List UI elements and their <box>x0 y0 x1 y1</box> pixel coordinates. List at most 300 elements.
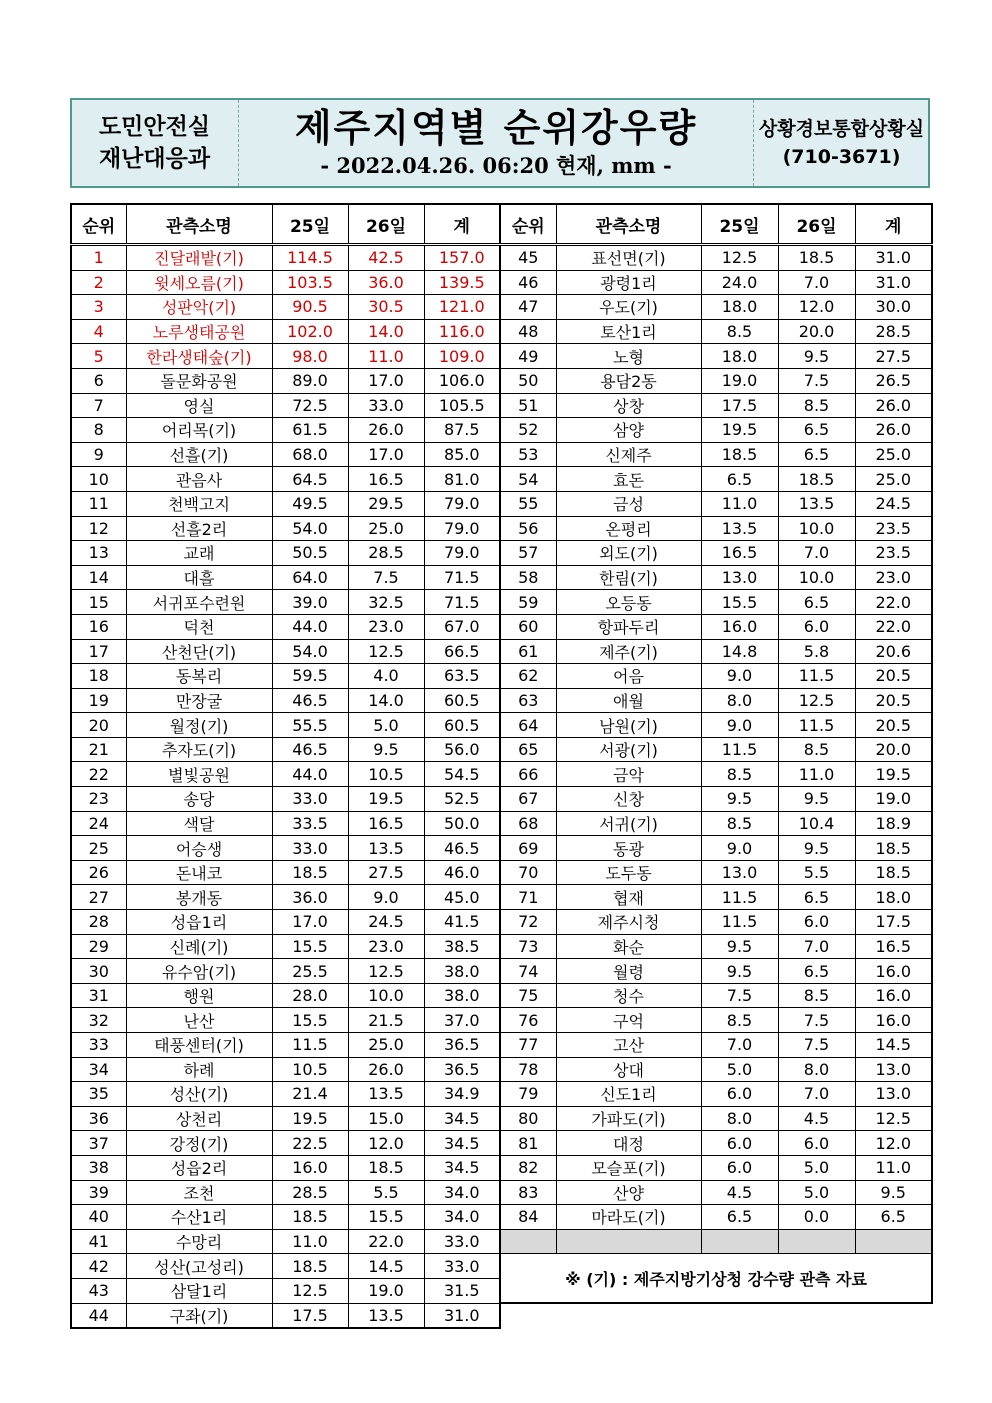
total-cell: 9.5 <box>855 1180 932 1205</box>
station-cell: 금성 <box>556 491 701 516</box>
day26-cell: 9.5 <box>778 836 855 861</box>
table-row <box>500 836 932 861</box>
day26-cell: 5.8 <box>778 639 855 664</box>
total-cell: 18.0 <box>855 885 932 910</box>
rank-cell: 35 <box>71 1082 126 1107</box>
day26-cell: 32.5 <box>348 590 424 615</box>
table-row <box>71 418 500 443</box>
col-day26: 26일 <box>778 204 855 245</box>
total-cell: 12.5 <box>855 1106 932 1131</box>
station-cell: 영실 <box>126 393 272 418</box>
table-row <box>71 590 500 615</box>
rank-cell: 46 <box>500 270 556 295</box>
table-row <box>500 393 932 418</box>
station-cell: 모슬포(기) <box>556 1155 701 1180</box>
day25-cell: 19.0 <box>701 368 778 393</box>
total-cell: 14.5 <box>855 1033 932 1058</box>
total-cell: 63.5 <box>424 664 500 689</box>
table-row <box>500 983 932 1008</box>
table-row <box>500 1057 932 1082</box>
day25-cell: 64.0 <box>272 565 348 590</box>
total-cell: 157.0 <box>424 245 500 271</box>
table-row <box>71 1106 500 1131</box>
station-cell: 노형 <box>556 344 701 369</box>
table-row <box>71 541 500 566</box>
total-cell: 19.5 <box>855 762 932 787</box>
station-cell: 서귀포수련원 <box>126 590 272 615</box>
rank-cell: 36 <box>71 1106 126 1131</box>
total-cell: 79.0 <box>424 541 500 566</box>
rank-cell: 27 <box>71 885 126 910</box>
col-station: 관측소명 <box>556 204 701 245</box>
day25-cell: 11.5 <box>701 737 778 762</box>
rank-cell: 13 <box>71 541 126 566</box>
rank-cell: 6 <box>71 368 126 393</box>
station-cell: 돈내코 <box>126 860 272 885</box>
day26-cell: 11.5 <box>778 713 855 738</box>
day25-cell: 18.5 <box>701 442 778 467</box>
table-row <box>71 491 500 516</box>
day25-cell: 22.5 <box>272 1131 348 1156</box>
table-row <box>71 959 500 984</box>
day26-cell: 5.0 <box>778 1180 855 1205</box>
station-cell: 교래 <box>126 541 272 566</box>
total-cell: 26.0 <box>855 393 932 418</box>
day26-cell: 7.0 <box>778 541 855 566</box>
rank-cell: 83 <box>500 1180 556 1205</box>
table-row <box>71 983 500 1008</box>
table-row <box>500 245 932 271</box>
table-row <box>500 1106 932 1131</box>
station-cell: 신창 <box>556 787 701 812</box>
table-row <box>71 836 500 861</box>
rank-cell: 56 <box>500 516 556 541</box>
day26-cell: 9.5 <box>778 344 855 369</box>
total-cell: 116.0 <box>424 319 500 344</box>
day26-cell: 12.5 <box>348 959 424 984</box>
station-cell: 성산(고성리) <box>126 1254 272 1279</box>
rank-cell: 39 <box>71 1180 126 1205</box>
table-row <box>71 688 500 713</box>
table-row <box>71 467 500 492</box>
table-row <box>500 811 932 836</box>
rank-cell: 15 <box>71 590 126 615</box>
station-cell: 청수 <box>556 983 701 1008</box>
station-cell: 성읍2리 <box>126 1155 272 1180</box>
rainfall-table-left <box>70 203 501 1329</box>
rank-cell: 32 <box>71 1008 126 1033</box>
station-cell: 구억 <box>556 1008 701 1033</box>
station-cell: 돌문화공원 <box>126 368 272 393</box>
day26-cell: 5.0 <box>348 713 424 738</box>
total-cell: 50.0 <box>424 811 500 836</box>
day25-cell: 55.5 <box>272 713 348 738</box>
station-cell: 도두동 <box>556 860 701 885</box>
rank-cell: 78 <box>500 1057 556 1082</box>
table-row <box>71 565 500 590</box>
day26-cell: 4.5 <box>778 1106 855 1131</box>
total-cell: 23.5 <box>855 516 932 541</box>
rank-cell: 42 <box>71 1254 126 1279</box>
rank-cell: 67 <box>500 787 556 812</box>
station-cell: 윗세오름(기) <box>126 270 272 295</box>
rank-cell: 73 <box>500 934 556 959</box>
station-cell: 삼양 <box>556 418 701 443</box>
day25-cell: 16.5 <box>701 541 778 566</box>
table-row <box>71 860 500 885</box>
station-cell: 대정 <box>556 1131 701 1156</box>
day26-cell: 36.0 <box>348 270 424 295</box>
station-cell: 협재 <box>556 885 701 910</box>
day26-cell: 6.5 <box>778 442 855 467</box>
table-row <box>500 639 932 664</box>
table-row <box>71 319 500 344</box>
col-day25: 25일 <box>272 204 348 245</box>
rank-cell: 44 <box>71 1303 126 1328</box>
col-day26: 26일 <box>348 204 424 245</box>
station-cell: 우도(기) <box>556 295 701 320</box>
day26-cell: 6.5 <box>778 959 855 984</box>
day25-cell: 72.5 <box>272 393 348 418</box>
rank-cell: 60 <box>500 614 556 639</box>
total-cell: 20.5 <box>855 688 932 713</box>
table-row <box>500 516 932 541</box>
day26-cell: 6.0 <box>778 1131 855 1156</box>
table-row <box>71 664 500 689</box>
table-row <box>500 910 932 935</box>
rank-cell: 19 <box>71 688 126 713</box>
col-rank: 순위 <box>71 204 126 245</box>
total-cell: 105.5 <box>424 393 500 418</box>
total-cell: 41.5 <box>424 910 500 935</box>
day26-cell: 9.0 <box>348 885 424 910</box>
day25-cell: 18.5 <box>272 860 348 885</box>
station-cell: 한라생태숲(기) <box>126 344 272 369</box>
table-row <box>71 910 500 935</box>
table-row <box>500 368 932 393</box>
day25-cell: 59.5 <box>272 664 348 689</box>
day26-cell: 10.0 <box>348 983 424 1008</box>
day26-cell: 6.0 <box>778 910 855 935</box>
day26-cell: 14.0 <box>348 688 424 713</box>
station-cell: 산천단(기) <box>126 639 272 664</box>
day26-cell: 6.5 <box>778 590 855 615</box>
rank-cell: 8 <box>71 418 126 443</box>
day26-cell: 15.5 <box>348 1205 424 1230</box>
day25-cell: 8.5 <box>701 319 778 344</box>
day25-cell: 12.5 <box>272 1278 348 1303</box>
total-cell: 30.0 <box>855 295 932 320</box>
total-cell: 36.5 <box>424 1033 500 1058</box>
rank-cell: 82 <box>500 1155 556 1180</box>
table-row <box>71 614 500 639</box>
day25-cell: 15.5 <box>272 1008 348 1033</box>
note-row <box>500 1254 932 1304</box>
station-cell: 색달 <box>126 811 272 836</box>
day25-cell: 39.0 <box>272 590 348 615</box>
table-row <box>500 1131 932 1156</box>
rank-cell: 17 <box>71 639 126 664</box>
station-cell: 항파두리 <box>556 614 701 639</box>
day25-cell: 11.5 <box>701 910 778 935</box>
total-cell: 56.0 <box>424 737 500 762</box>
day26-cell: 5.5 <box>348 1180 424 1205</box>
day26-cell: 33.0 <box>348 393 424 418</box>
total-cell: 34.5 <box>424 1131 500 1156</box>
day26-cell: 11.0 <box>348 344 424 369</box>
day25-cell: 9.0 <box>701 713 778 738</box>
station-cell: 수산1리 <box>126 1205 272 1230</box>
rank-cell: 41 <box>71 1229 126 1254</box>
total-cell: 31.0 <box>855 245 932 271</box>
table-row <box>71 787 500 812</box>
table-row <box>500 713 932 738</box>
day25-cell: 28.5 <box>272 1180 348 1205</box>
table-row <box>500 590 932 615</box>
total-cell: 46.5 <box>424 836 500 861</box>
station-cell: 유수암(기) <box>126 959 272 984</box>
table-row <box>71 1131 500 1156</box>
table-row <box>71 344 500 369</box>
day26-cell: 16.5 <box>348 811 424 836</box>
day25-cell: 12.5 <box>701 245 778 271</box>
station-cell: 선흘2리 <box>126 516 272 541</box>
station-cell: 월정(기) <box>126 713 272 738</box>
day26-cell: 5.5 <box>778 860 855 885</box>
col-rank: 순위 <box>500 204 556 245</box>
rank-cell: 11 <box>71 491 126 516</box>
total-cell: 66.5 <box>424 639 500 664</box>
page-title: 제주지역별 순위강우량 <box>294 106 698 150</box>
station-cell: 남원(기) <box>556 713 701 738</box>
table-row <box>500 737 932 762</box>
table-row <box>71 270 500 295</box>
total-cell: 31.0 <box>855 270 932 295</box>
day25-cell: 8.0 <box>701 1106 778 1131</box>
day25-cell: 6.0 <box>701 1131 778 1156</box>
day25-cell: 16.0 <box>272 1155 348 1180</box>
station-cell: 성읍1리 <box>126 910 272 935</box>
day25-cell: 54.0 <box>272 516 348 541</box>
day25-cell: 7.0 <box>701 1033 778 1058</box>
station-cell: 신례(기) <box>126 934 272 959</box>
rank-cell: 70 <box>500 860 556 885</box>
total-cell: 23.0 <box>855 565 932 590</box>
day26-cell: 14.5 <box>348 1254 424 1279</box>
department-block <box>72 100 237 186</box>
day26-cell: 7.0 <box>778 1082 855 1107</box>
day25-cell: 18.0 <box>701 295 778 320</box>
day26-cell: 16.5 <box>348 467 424 492</box>
station-cell: 봉개동 <box>126 885 272 910</box>
station-cell: 외도(기) <box>556 541 701 566</box>
day25-cell: 6.0 <box>701 1082 778 1107</box>
day26-cell: 13.5 <box>348 1082 424 1107</box>
empty-row <box>500 1229 932 1254</box>
rainfall-table-right <box>499 203 933 1304</box>
rank-cell: 63 <box>500 688 556 713</box>
day25-cell: 13.5 <box>701 516 778 541</box>
day26-cell: 17.0 <box>348 368 424 393</box>
total-cell: 23.5 <box>855 541 932 566</box>
rank-cell: 14 <box>71 565 126 590</box>
total-cell: 79.0 <box>424 491 500 516</box>
station-cell: 마라도(기) <box>556 1205 701 1230</box>
day26-cell: 13.5 <box>778 491 855 516</box>
day25-cell: 61.5 <box>272 418 348 443</box>
table-row <box>71 393 500 418</box>
total-cell: 20.5 <box>855 713 932 738</box>
rank-cell: 58 <box>500 565 556 590</box>
station-cell: 태풍센터(기) <box>126 1033 272 1058</box>
table-row <box>71 1278 500 1303</box>
total-cell: 13.0 <box>855 1057 932 1082</box>
total-cell: 25.0 <box>855 442 932 467</box>
station-cell: 행원 <box>126 983 272 1008</box>
total-cell: 12.0 <box>855 1131 932 1156</box>
station-cell: 광령1리 <box>556 270 701 295</box>
station-cell: 만장굴 <box>126 688 272 713</box>
station-cell: 구좌(기) <box>126 1303 272 1328</box>
table-row <box>500 885 932 910</box>
rank-cell: 66 <box>500 762 556 787</box>
day25-cell: 68.0 <box>272 442 348 467</box>
rank-cell: 26 <box>71 860 126 885</box>
station-cell: 강정(기) <box>126 1131 272 1156</box>
empty-cell <box>855 1229 932 1254</box>
rank-cell: 72 <box>500 910 556 935</box>
total-cell: 38.0 <box>424 983 500 1008</box>
day25-cell: 10.5 <box>272 1057 348 1082</box>
station-cell: 애월 <box>556 688 701 713</box>
table-row <box>71 811 500 836</box>
office-name: 상황경보통합상황실 <box>758 118 925 140</box>
station-cell: 서광(기) <box>556 737 701 762</box>
station-cell: 송당 <box>126 787 272 812</box>
day26-cell: 26.0 <box>348 1057 424 1082</box>
day26-cell: 28.5 <box>348 541 424 566</box>
station-cell: 신도1리 <box>556 1082 701 1107</box>
total-cell: 38.0 <box>424 959 500 984</box>
total-cell: 18.9 <box>855 811 932 836</box>
empty-cell <box>778 1229 855 1254</box>
day25-cell: 8.5 <box>701 811 778 836</box>
col-total: 계 <box>424 204 500 245</box>
station-cell: 한림(기) <box>556 565 701 590</box>
station-cell: 난산 <box>126 1008 272 1033</box>
day26-cell: 10.0 <box>778 516 855 541</box>
table-row <box>500 1205 932 1230</box>
col-total: 계 <box>855 204 932 245</box>
total-cell: 16.0 <box>855 1008 932 1033</box>
day25-cell: 18.0 <box>701 344 778 369</box>
rank-cell: 21 <box>71 737 126 762</box>
total-cell: 16.0 <box>855 959 932 984</box>
total-cell: 34.9 <box>424 1082 500 1107</box>
rank-cell: 9 <box>71 442 126 467</box>
total-cell: 27.5 <box>855 344 932 369</box>
table-row <box>71 1082 500 1107</box>
total-cell: 34.5 <box>424 1106 500 1131</box>
day26-cell: 13.5 <box>348 836 424 861</box>
total-cell: 16.5 <box>855 934 932 959</box>
day26-cell: 15.0 <box>348 1106 424 1131</box>
station-cell: 대흘 <box>126 565 272 590</box>
total-cell: 16.0 <box>855 983 932 1008</box>
total-cell: 79.0 <box>424 516 500 541</box>
day26-cell: 22.0 <box>348 1229 424 1254</box>
rank-cell: 54 <box>500 467 556 492</box>
day26-cell: 19.5 <box>348 787 424 812</box>
day26-cell: 12.0 <box>348 1131 424 1156</box>
day25-cell: 89.0 <box>272 368 348 393</box>
day25-cell: 98.0 <box>272 344 348 369</box>
station-cell: 진달래밭(기) <box>126 245 272 271</box>
day25-cell: 7.5 <box>701 983 778 1008</box>
total-cell: 106.0 <box>424 368 500 393</box>
total-cell: 26.5 <box>855 368 932 393</box>
day25-cell: 4.5 <box>701 1180 778 1205</box>
day26-cell: 13.5 <box>348 1303 424 1328</box>
day25-cell: 11.0 <box>701 491 778 516</box>
station-cell: 성판악(기) <box>126 295 272 320</box>
day25-cell: 9.5 <box>701 787 778 812</box>
table-header-row <box>71 204 500 245</box>
station-cell: 하례 <box>126 1057 272 1082</box>
station-cell: 오등동 <box>556 590 701 615</box>
table-row <box>500 418 932 443</box>
total-cell: 67.0 <box>424 614 500 639</box>
day25-cell: 6.5 <box>701 1205 778 1230</box>
day25-cell: 33.5 <box>272 811 348 836</box>
day25-cell: 15.5 <box>272 934 348 959</box>
day25-cell: 102.0 <box>272 319 348 344</box>
day26-cell: 9.5 <box>348 737 424 762</box>
table-row <box>500 1008 932 1033</box>
total-cell: 121.0 <box>424 295 500 320</box>
table-row <box>500 1155 932 1180</box>
day26-cell: 7.5 <box>778 1008 855 1033</box>
table-row <box>71 1155 500 1180</box>
total-cell: 109.0 <box>424 344 500 369</box>
day25-cell: 9.0 <box>701 664 778 689</box>
table-row <box>500 344 932 369</box>
rank-cell: 69 <box>500 836 556 861</box>
total-cell: 26.0 <box>855 418 932 443</box>
station-cell: 상천리 <box>126 1106 272 1131</box>
day26-cell: 6.5 <box>778 885 855 910</box>
total-cell: 85.0 <box>424 442 500 467</box>
rank-cell: 76 <box>500 1008 556 1033</box>
day25-cell: 18.5 <box>272 1254 348 1279</box>
table-row <box>71 1033 500 1058</box>
day25-cell: 25.5 <box>272 959 348 984</box>
table-row <box>71 516 500 541</box>
day26-cell: 11.0 <box>778 762 855 787</box>
day26-cell: 25.0 <box>348 1033 424 1058</box>
day26-cell: 6.0 <box>778 614 855 639</box>
station-cell: 표선면(기) <box>556 245 701 271</box>
table-row <box>71 295 500 320</box>
station-cell: 제주시청 <box>556 910 701 935</box>
day25-cell: 46.5 <box>272 737 348 762</box>
station-cell: 수망리 <box>126 1229 272 1254</box>
rank-cell: 47 <box>500 295 556 320</box>
table-row <box>500 1082 932 1107</box>
station-cell: 관음사 <box>126 467 272 492</box>
table-row <box>71 934 500 959</box>
table-row <box>500 787 932 812</box>
